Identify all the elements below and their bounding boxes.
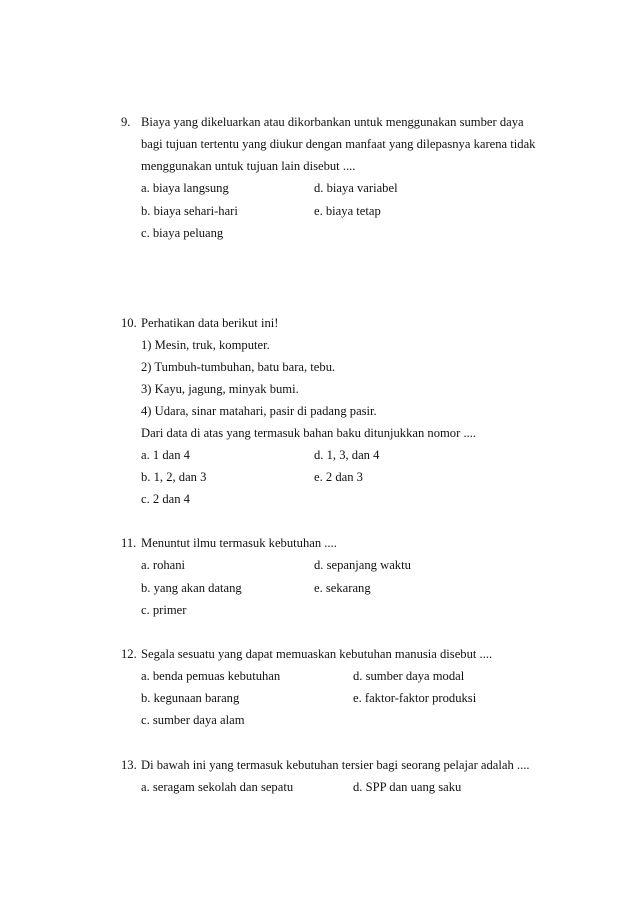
option-d: d. 1, 3, dan 4 xyxy=(314,448,380,462)
question-number: 11. xyxy=(121,536,137,550)
option-d: d. sumber daya modal xyxy=(353,669,465,683)
question-stem-line: Di bawah ini yang termasuk kebutuhan tersier bagi seorang pelajar adalah .... xyxy=(141,758,530,772)
question-stem-line: Perhatikan data berikut ini! xyxy=(141,316,279,330)
question-number: 13. xyxy=(121,758,137,772)
option-b: b. 1, 2, dan 3 xyxy=(141,470,207,484)
option-d: d. biaya variabel xyxy=(314,181,398,195)
question-stem-line: Segala sesuatu yang dapat memuaskan kebutuhan manusia disebut .... xyxy=(141,647,493,661)
option-a: a. seragam sekolah dan sepatu xyxy=(141,780,294,794)
option-c: c. primer xyxy=(141,603,187,617)
data-item: 2) Tumbuh-tumbuhan, batu bara, tebu. xyxy=(141,360,336,374)
question-stem-line: Menuntut ilmu termasuk kebutuhan .... xyxy=(141,536,337,550)
question-stem-line: bagi tujuan tertentu yang diukur dengan manfaat yang dilepasnya karena tidak xyxy=(141,137,536,151)
question-stem-line: Dari data di atas yang termasuk bahan baku ditunjukkan nomor .... xyxy=(141,426,477,440)
question-number: 9. xyxy=(121,115,131,129)
option-c: c. biaya peluang xyxy=(141,226,224,240)
data-item: 1) Mesin, truk, komputer. xyxy=(141,338,270,352)
option-b: b. kegunaan barang xyxy=(141,691,240,705)
option-a: a. 1 dan 4 xyxy=(141,448,190,462)
question-stem-line: menggunakan untuk tujuan lain disebut .... xyxy=(141,159,356,173)
option-c: c. sumber daya alam xyxy=(141,713,245,727)
question-stem-line: Biaya yang dikeluarkan atau dikorbankan untuk menggunakan sumber daya xyxy=(141,115,524,129)
option-d: d. SPP dan uang saku xyxy=(353,780,462,794)
data-item: 4) Udara, sinar matahari, pasir di padang pasir. xyxy=(141,404,377,418)
option-e: e. sekarang xyxy=(314,581,371,595)
option-e: e. 2 dan 3 xyxy=(314,470,363,484)
question-number: 12. xyxy=(121,647,137,661)
question-number: 10. xyxy=(121,316,137,330)
option-e: e. biaya tetap xyxy=(314,204,381,218)
option-a: a. biaya langsung xyxy=(141,181,229,195)
option-a: a. benda pemuas kebutuhan xyxy=(141,669,281,683)
option-a: a. rohani xyxy=(141,558,186,572)
option-c: c. 2 dan 4 xyxy=(141,492,190,506)
data-item: 3) Kayu, jagung, minyak bumi. xyxy=(141,382,299,396)
option-b: b. yang akan datang xyxy=(141,581,242,595)
option-b: b. biaya sehari-hari xyxy=(141,204,238,218)
option-d: d. sepanjang waktu xyxy=(314,558,411,572)
option-e: e. faktor-faktor produksi xyxy=(353,691,477,705)
